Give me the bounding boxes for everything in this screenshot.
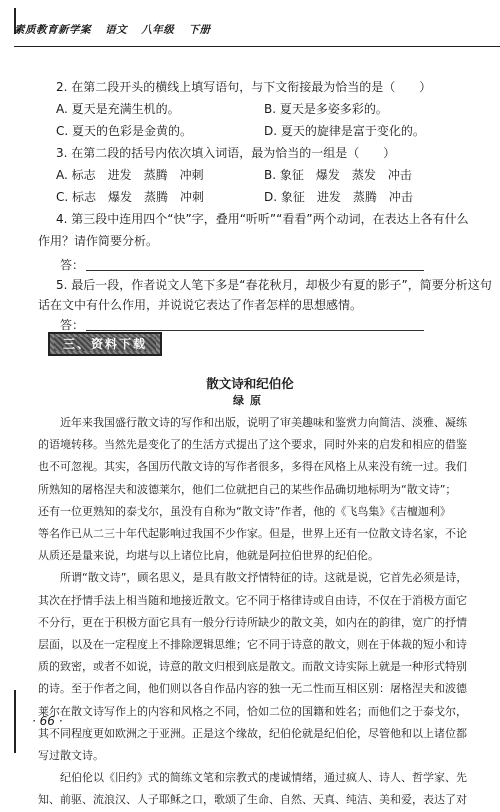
article-line: 质的致密，或者不如说，诗意的散文归根到底是散文。而散文诗实际上就是一种形式特别 [38, 660, 467, 674]
article-line: 纪伯伦以《旧约》式的简练文笔和宗教式的虔诚情绪，通过疯人、诗人、哲学家、先 [60, 771, 467, 785]
article-line: 等名作已从二三十年代起影响过我国不少作家。但是，世界上还有一位散文诗名家，不论 [38, 527, 467, 541]
q4-answer-line[interactable] [86, 270, 424, 271]
question-5-stem-line-1: 5. 最后一段，作者说文人笔下多是“春花秋月，却极少有夏的影子”，简要分析这句 [56, 278, 492, 292]
article-line: 其不同程度更如欧洲之于亚洲。正是这个缘故，纪伯伦就是纪伯伦，尽管他和以上诸位都 [38, 726, 467, 740]
q4-answer-label: 答： [60, 258, 85, 272]
question-4-stem-line-2: 作用？请作简要分析。 [38, 234, 159, 248]
question-2-stem: 2. 在第二段开头的横线上填写语句，与下文衔接最为恰当的是（ ） [56, 80, 432, 94]
article-body [38, 412, 474, 812]
question-5-stem-line-2: 话在文中有什么作用，并说说它表达了作者怎样的思想感情。 [38, 298, 363, 312]
q2-option-a: A. 夏天是充满生机的。 [56, 102, 180, 116]
q5-answer-label: 答： [60, 318, 85, 332]
q3-option-a: A. 标志 进发 蒸腾 冲刺 [56, 168, 204, 182]
q3-option-b: B. 象征 爆发 蒸发 冲击 [264, 168, 412, 182]
article-line: 所谓“散文诗”，顾名思义，是具有散文抒情特征的诗。这就是说，它首先必须是诗， [60, 571, 468, 585]
q2-option-c: C. 夏天的色彩是金黄的。 [56, 124, 193, 138]
subject: 语文 [105, 24, 128, 36]
q3-option-d: D. 象征 进发 蒸腾 冲击 [264, 190, 413, 204]
series-name: 素质教育新学案 [14, 24, 91, 36]
article-title: 散文诗和纪伯伦 [206, 376, 294, 391]
q2-option-b: B. 夏天是多姿多彩的。 [264, 102, 388, 116]
article-line: 所熟知的屠格涅夫和波德莱尔，他们二位就把自己的某些作品确切地标明为“散文诗”； [38, 482, 457, 496]
question-3-stem: 3. 在第二段的括号内依次填入词语，最为恰当的一组是（ ） [56, 146, 396, 160]
q5-answer-line[interactable] [86, 330, 424, 331]
article-line: 也不可忽视。其实，各国历代散文诗的写作者很多，多得在风格上从来没有统一过。我们 [38, 460, 467, 474]
question-4-stem-line-1: 4. 第三段中连用四个“快”字，叠用“听听”“看看”两个动词，在表达上各有什么 [56, 212, 469, 226]
volume: 下册 [188, 24, 211, 36]
article-line: 不分行，更在于积极方面它具有一般分行诗所缺少的散文美，如内在的韵律，宽广的抒情 [38, 615, 467, 629]
article-line: 层面，以及在一定程度上不排除逻辑思维；它不同于诗意的散文，则在于体裁的短小和诗 [38, 638, 467, 652]
page-footer-frame [14, 690, 16, 753]
article-line: 从质还是量来说，均堪与以上诸位比肩，他就是阿拉伯世界的纪伯伦。 [38, 549, 379, 563]
article-line: 还有一位更熟知的泰戈尔，虽没有自称为“散文诗”作者，他的《飞鸟集》《吉檀迦利》 [38, 504, 451, 518]
article-line: 莱尔在散文诗写作上的内容和风格之不同，恰如二位的国籍和姓名；而他们之于泰戈尔， [38, 704, 467, 718]
grade: 八年级 [141, 24, 175, 36]
header-rule [14, 46, 500, 47]
article-line: 的诗。至于作者之间，他们则以各自作品内容的独一无二性而互相区别：屠格涅夫和波德 [38, 682, 467, 696]
page-header [14, 22, 220, 37]
article-line: 写过散文诗。 [38, 749, 104, 763]
section-banner [48, 332, 162, 356]
article-line: 知、前驱、流浪汉、人子耶稣之口，歌颂了生命、自然、天真、纯洁、美和爱，表达了对 [38, 793, 467, 807]
q2-option-d: D. 夏天的旋律是富于变化的。 [264, 124, 425, 138]
section-banner-label: 三、资料下载 [54, 337, 156, 351]
article-author: 绿原 [233, 394, 267, 407]
article-line: 的语境转移。当然先是变化了的生活方式提出了这个要求，同时外来的启发和相应的借鉴 [38, 438, 467, 452]
q3-option-c: C. 标志 爆发 蒸腾 冲刺 [56, 190, 205, 204]
page-number: · 66 · [32, 714, 63, 728]
article-line: 近年来我国盛行散文诗的写作和出版，说明了审美趣味和鉴赏力向简洁、淡雅、凝练 [60, 416, 467, 429]
article-line: 其次在抒情手法上相当随和地接近散文。它不同于格律诗或自由诗，不仅在于消极方面它 [38, 593, 467, 607]
